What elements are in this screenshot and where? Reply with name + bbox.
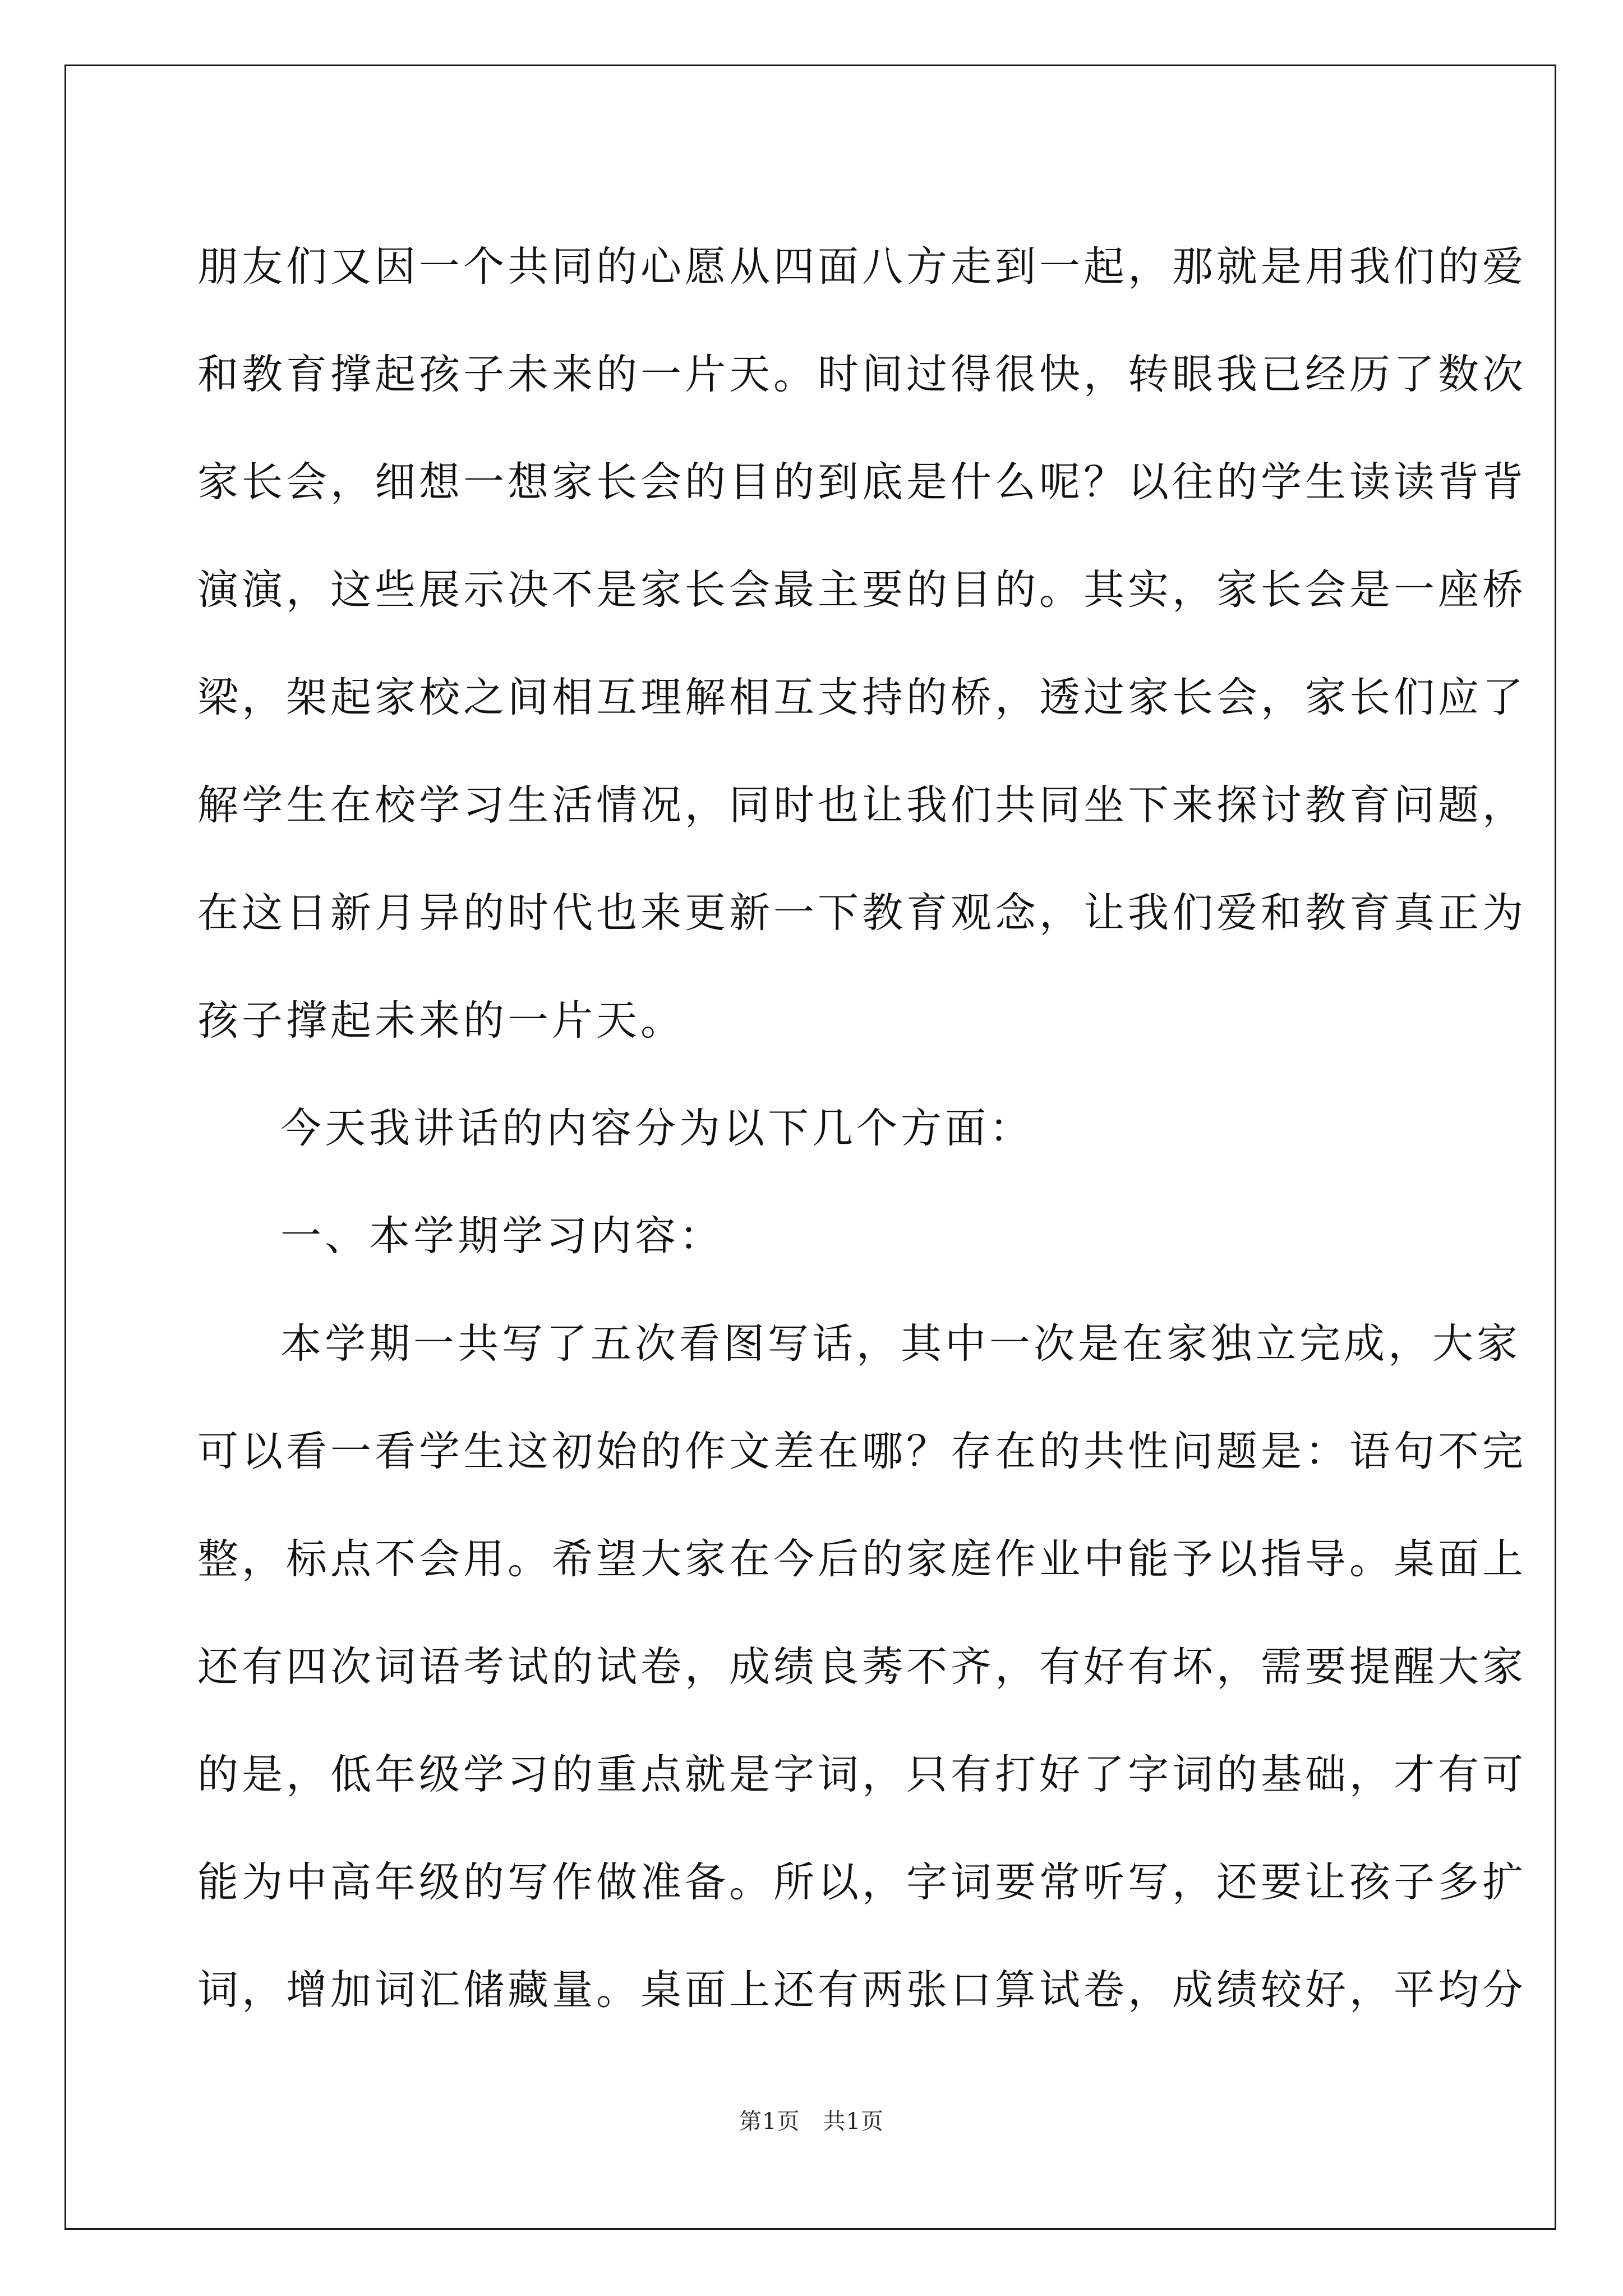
text-line: 词，增加词汇储藏量。桌面上还有两张口算试卷，成绩较好，平均分 bbox=[197, 1966, 1527, 2014]
text-line: 和教育撑起孩子未来的一片天。时间过得很快，转眼我已经历了数次 bbox=[197, 351, 1527, 398]
text-line: 的是，低年级学习的重点就是字词，只有打好了字词的基础，才有可 bbox=[197, 1751, 1527, 1798]
text-line: 在这日新月异的时代也来更新一下教育观念，让我们爱和教育真正为 bbox=[197, 889, 1527, 937]
text-line: 朋友们又因一个共同的心愿从四面八方走到一起，那就是用我们的爱 bbox=[197, 243, 1527, 291]
text-line: 梁，架起家校之间相互理解相互支持的桥，透过家长会，家长们应了 bbox=[197, 674, 1527, 721]
text-line: 可以看一看学生这初始的作文差在哪？存在的共性问题是：语句不完 bbox=[197, 1428, 1527, 1475]
text-line: 孩子撑起未来的一片天。 bbox=[197, 997, 685, 1045]
paragraph-start-line: 本学期一共写了五次看图写话，其中一次是在家独立完成，大家 bbox=[280, 1320, 1521, 1368]
text-line: 能为中高年级的写作做准备。所以，字词要常听写，还要让孩子多扩 bbox=[197, 1858, 1527, 1906]
text-line: 演演，这些展示决不是家长会最主要的目的。其实，家长会是一座桥 bbox=[197, 566, 1527, 614]
text-line: 解学生在校学习生活情况，同时也让我们共同坐下来探讨教育问题， bbox=[197, 781, 1527, 829]
text-line: 整，标点不会用。希望大家在今后的家庭作业中能予以指导。桌面上 bbox=[197, 1535, 1527, 1583]
page-footer: 第1页 共1页 bbox=[739, 2109, 884, 2134]
text-line: 还有四次词语考试的试卷，成绩良莠不齐，有好有坏，需要提醒大家 bbox=[197, 1643, 1527, 1691]
paragraph-start-line: 今天我讲话的内容分为以下几个方面： bbox=[280, 1105, 1034, 1152]
section-heading: 一、本学期学习内容： bbox=[280, 1212, 723, 1260]
document-body bbox=[197, 213, 1527, 2044]
text-line: 家长会，细想一想家长会的目的到底是什么呢？以往的学生读读背背 bbox=[197, 458, 1527, 506]
